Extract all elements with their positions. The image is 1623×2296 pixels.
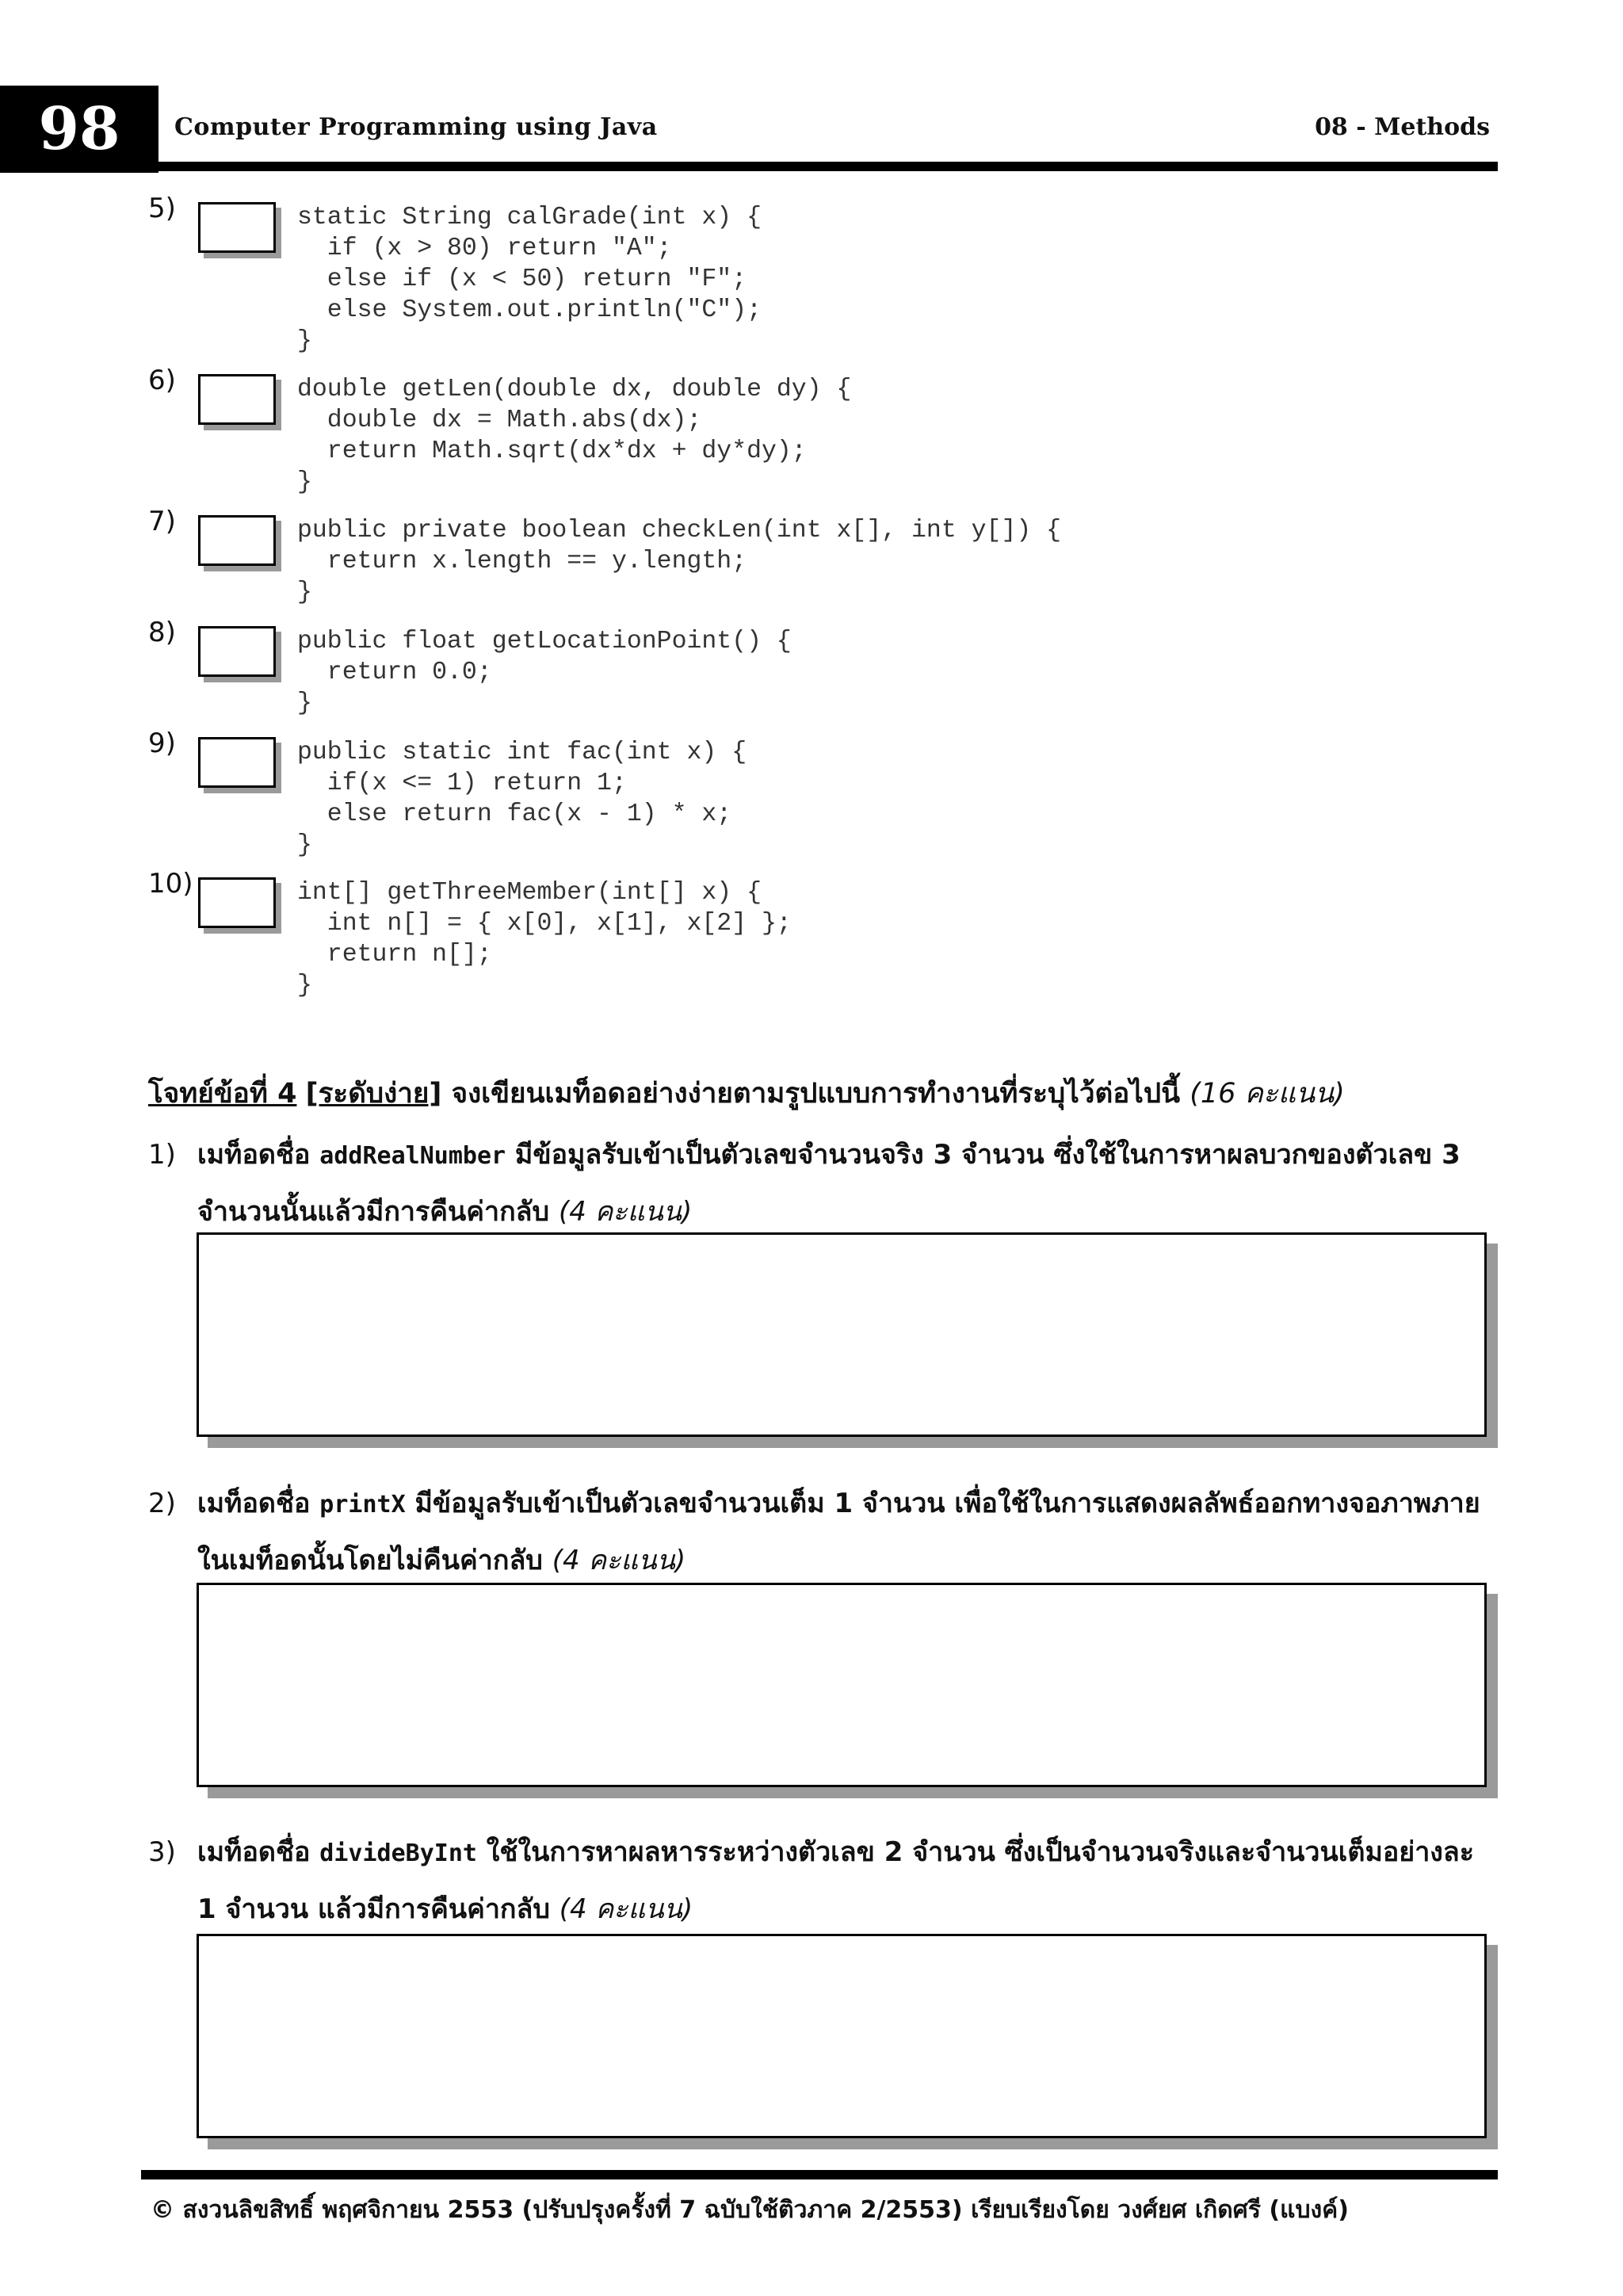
answer-checkbox[interactable] — [198, 202, 276, 253]
answer-checkbox[interactable] — [198, 737, 276, 788]
answer-checkbox[interactable] — [198, 877, 276, 928]
sub-points: (4 คะแนน) — [552, 1545, 686, 1576]
book-title: Computer Programming using Java — [174, 113, 658, 141]
code-snippet: public static int fac(int x) { if(x <= 1) return 1; else return fac(x - 1) * x; } — [297, 739, 747, 859]
answer-checkbox[interactable] — [198, 515, 276, 566]
header-rule — [158, 162, 1498, 171]
item-number: 5) — [148, 193, 176, 224]
sub-text: เมท็อดชื่อ — [197, 1836, 320, 1868]
method-name: addRealNumber — [319, 1142, 506, 1170]
answer-box-3[interactable] — [197, 1934, 1487, 2138]
chapter-title: 08 - Methods — [1315, 113, 1490, 141]
method-name: printX — [319, 1491, 406, 1519]
item-number: 8) — [148, 617, 176, 648]
sub-text: มีข้อมูลรับเข้าเป็นตัวเลขจำนวนจริง 3 จำนวน ซึ่งใช้ในการหาผลบวกของตัวเลข 3 จำนวนนั้นแล้วมีการคืนค่ากลับ — [197, 1139, 1461, 1228]
answer-checkbox[interactable] — [198, 374, 276, 425]
code-snippet: public float getLocationPoint() { return 0.0; } — [297, 628, 792, 717]
question-points: (16 คะแนน) — [1190, 1078, 1345, 1110]
footer-copyright: © สงวนลิขสิทธิ์ พฤศจิกายน 2553 (ปรับปรุงครั้งที่ 7 ฉบับใช้ติวภาค 2/2553) เรียบเรียงโดย วงศ์ยศ เกิดศรี (แบงค์) — [151, 2196, 1349, 2224]
sub-question-2 — [148, 1476, 1495, 1588]
question-instruction: จงเขียนเมท็อดอย่างง่ายตามรูปแบบการทำงานที่ระบุไว้ต่อไปนี้ — [441, 1078, 1190, 1110]
footer-rule — [141, 2170, 1498, 2179]
sub-points: (4 คะแนน) — [558, 1196, 693, 1228]
sub-text: เมท็อดชื่อ — [197, 1488, 320, 1519]
question-label: โจทย์ข้อที่ 4 — [148, 1078, 297, 1110]
code-snippet: static String calGrade(int x) { if (x > 80) return "A"; else if (x < 50) return "F"; else System.out.println("C"); } — [297, 204, 762, 355]
item-number: 9) — [148, 728, 176, 759]
item-number: 6) — [148, 365, 176, 396]
sub-number: 2) — [148, 1488, 176, 1519]
sub-question-1 — [148, 1127, 1495, 1240]
sub-number: 3) — [148, 1836, 176, 1868]
answer-box-2[interactable] — [197, 1583, 1487, 1787]
code-snippet: public private boolean checkLen(int x[], int y[]) { return x.length == y.length; } — [297, 517, 1062, 606]
item-number: 7) — [148, 506, 176, 537]
code-snippet: int[] getThreeMember(int[] x) { int n[] = { x[0], x[1], x[2] }; return n[]; } — [297, 879, 792, 999]
page-number: 98 — [0, 86, 158, 173]
answer-checkbox[interactable] — [198, 626, 276, 677]
sub-text: เมท็อดชื่อ — [197, 1139, 320, 1171]
sub-question-3 — [148, 1824, 1495, 1937]
question-4-heading — [148, 1072, 1345, 1115]
sub-text: มีข้อมูลรับเข้าเป็นตัวเลขจำนวนเต็ม 1 จำนวน เพื่อใช้ในการแสดงผลลัพธ์ออกทางจอภาพภายในเมท็อดนั้นโดยไม่คืนค่ากลับ — [197, 1488, 1480, 1576]
question-level: [ระดับง่าย] — [305, 1078, 442, 1110]
code-snippet: double getLen(double dx, double dy) { double dx = Math.abs(dx); return Math.sqrt(dx*dx + dy*dy); } — [297, 376, 852, 496]
sub-text: ใช้ในการหาผลหารระหว่างตัวเลข 2 จำนวน ซึ่งเป็นจำนวนจริงและจำนวนเต็มอย่างละ 1 จำนวน แล้วมีการคืนค่ากลับ — [197, 1836, 1474, 1925]
sub-points: (4 คะแนน) — [559, 1893, 693, 1925]
item-number: 10) — [148, 868, 193, 900]
sub-number: 1) — [148, 1139, 176, 1171]
method-name: divideByInt — [319, 1839, 477, 1867]
answer-box-1[interactable] — [197, 1232, 1487, 1437]
